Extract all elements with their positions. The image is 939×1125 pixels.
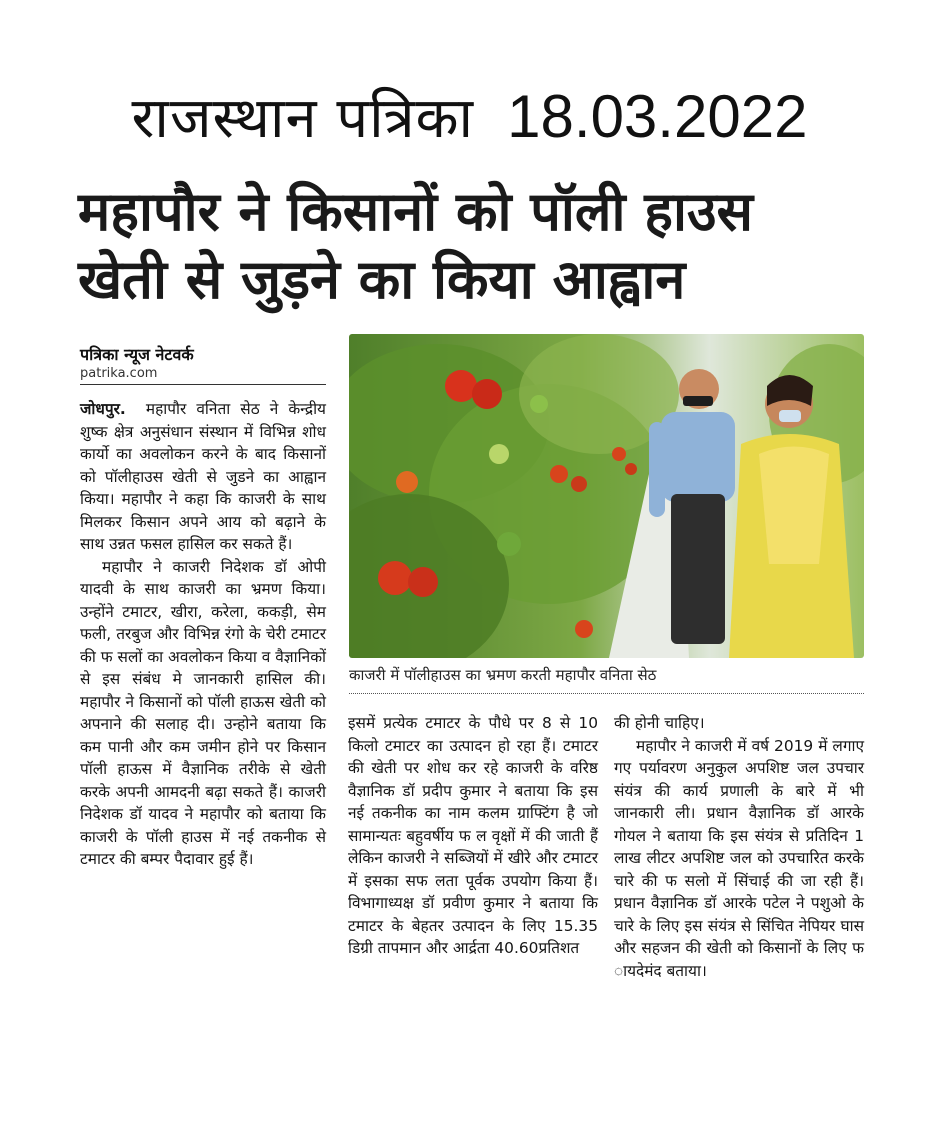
article-column-1	[80, 398, 326, 871]
article-paragraph: महापौर ने काजरी निदेशक डॉ ओपी यादवी के साथ काजरी का भ्रमण किया। उन्होंने टमाटर, खीरा, करेला, ककड़ी, सेम फली, तरबुज और विभिन्न रंगो के चेरी टमाटर की फ सलों का अवलोकन किया व वैज्ञानिकों से इस संबंध मे जानकारी हासिल की। महापौर ने किसानों को पॉली हाऊस खेती को अपनाने की सलाह दी। उन्होने बताया कि कम पानी और कम जमीन होने पर किसान पॉली हाऊस में वैज्ञानिक तरीके से खेती करके अपनी आमदनी बढ़ा सकते हैं। काजरी निदेशक डॉ यादव ने महापौर को बताया कि काजरी के पॉली हाउस में नई तकनीक से टमाटर की बम्पर पैदावार हुई हैं।	[80, 557, 326, 868]
headline	[78, 178, 878, 314]
article-column-3	[614, 712, 864, 982]
article-paragraph: महापौर ने काजरी में वर्ष 2019 में लगाए गए पर्यावरण अनुकुल अपशिष्ट जल उपचार संयंत्र की कार्य प्रणाली के बारे में भी जानकारी ली। प्रधान वैज्ञानिक डॉ आरके गोयल ने बताया कि इस संयंत्र से प्रतिदिन 1 लाख लीटर अपशिष्ट जल को उपचारित करके चारे की फ सलो में सिंचाई की जा रही हैं। प्रधान वैज्ञानिक डॉ आरके पटेल ने पशुओ के चारे के लिए इस संयंत्र से सिंचित नेपियर घास और सहजन की खेती को किसानों के लिए फ ायदेमंद बताया।	[614, 736, 864, 980]
paragraph-text: महापौर वनिता सेठ ने केन्द्रीय शुष्क क्षेत्र अनुसंधान संस्थान में विभिन्न शोध कार्यो का अवलोकन करने के बाद किसानों को पॉलीहाउस खेती से जुडने का आह्वान किया। महापौर ने कहा कि काजरी के साथ मिलकर किसान अपने आय को बढ़ाने के साथ उन्नत फसल हासिल कर सकते हैं।	[80, 400, 326, 553]
article-paragraph: की होनी चाहिए।	[614, 714, 705, 732]
dateline-city: जोधपुर.	[80, 400, 126, 418]
headline-line-1: महापौर ने किसानों को पॉली हाउस	[78, 180, 754, 243]
caption-divider	[349, 693, 864, 694]
headline-line-2: खेती से जुड़ने का किया आह्वान	[78, 248, 686, 311]
photo-caption: काजरी में पॉलीहाउस का भ्रमण करती महापौर वनिता सेठ	[349, 666, 657, 684]
news-photo	[349, 334, 864, 658]
newspaper-name: राजस्थान पत्रिका	[131, 86, 475, 151]
article-paragraph: इसमें प्रत्येक टमाटर के पौधे पर 8 से 10 किलो टमाटर का उत्पादन हो रहा हैं। टमाटर की खेती पर शोध कर रहे काजरी के वरिष्ठ वैज्ञानिक डॉ प्रदीप कुमार ने बताया कि इस नई तकनीक का नाम कलम ग्राफ्टिंग है जो सामान्यतः बहुवर्षीय फ ल वृक्षों में की जाती हैं लेकिन काजरी ने सब्जियों में खीरे और टमाटर में इसका सफ लता पूर्वक उपयोग किया हैं। विभागाध्यक्ष डॉ प्रवीण कुमार ने बताया कि टमाटर के बेहतर उत्पादन के लिए 15.35 डिग्री तापमान और आर्द्रता 40.60प्रतिशत	[348, 714, 598, 957]
masthead	[0, 78, 939, 154]
byline-site: patrika.com	[80, 366, 158, 381]
article-paragraph	[80, 398, 326, 556]
publication-date: 18.03.2022	[507, 83, 808, 150]
polyhouse-tomato-photo	[349, 334, 864, 658]
byline-divider	[80, 384, 326, 385]
byline-name: पत्रिका न्यूज नेटवर्क	[80, 345, 194, 364]
article-column-2	[348, 712, 598, 960]
byline	[80, 345, 326, 382]
